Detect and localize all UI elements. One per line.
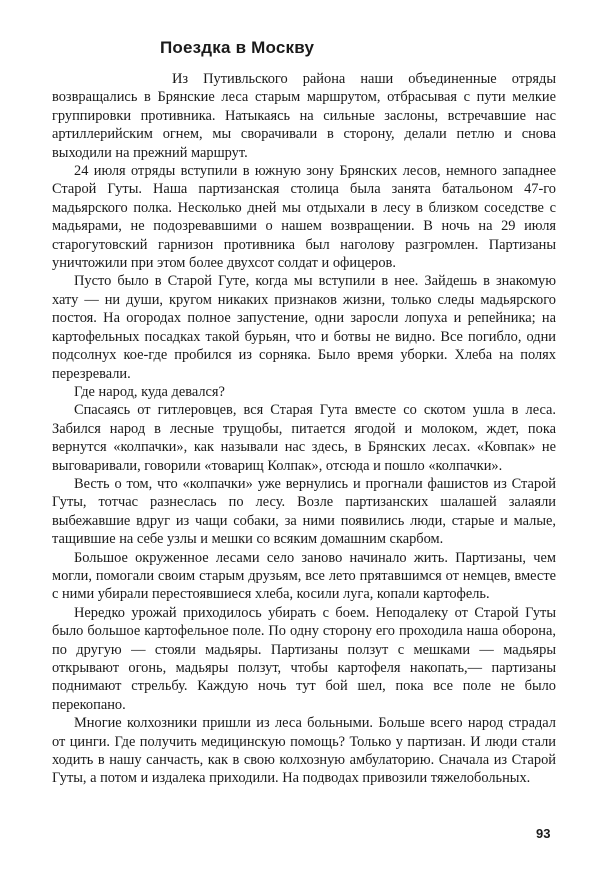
paragraph: Из Путивльского района наши объединенные отряды возвращались в Брянские леса старым маршрутом, отбрасывая с пути мелкие группировки противника. Натыкаясь на сильные заслоны, встречавшие нас артиллерийским огнем, мы сворачивали в сторону, делали петлю и снова выходили на прежний маршрут. (52, 71, 556, 161)
page-number: 93 (536, 826, 551, 841)
paragraph: Весть о том, что «колпачки» уже вернулись и прогнали фашистов из Старой Гуты, тотчас разнеслась по лесу. Возле партизанских шалашей залаяли выбежавшие вдруг из чащи собаки, за ними появились люди, старые и малые, тащившие на себе узлы и мешки со всяким домашним скарбом. (52, 475, 556, 548)
paragraph: Многие колхозники пришли из леса больными. Больше всего народ страдал от цинги. Где получить медицинскую помощь? Только у партизан. И люди стали ходить в нашу санчасть, как в свою колхозную амбулаторию. Сначала из Старой Гуты, а потом и издалека приходили. На подводах привозили тяжелобольных. (52, 715, 556, 787)
body-text (52, 70, 556, 788)
paragraph: Где народ, куда девался? (74, 383, 225, 400)
paragraph: Пусто было в Старой Гуте, когда мы вступили в нее. Зайдешь в знакомую хату — ни души, кругом никаких признаков жизни, только следы мадьярского постоя. На огородах полное запустение, одни заросли лопуха и репейника; на картофельных посадках такой бурьян, что и ботвы не видно. Все погибло, одни подсолнух кое-где пробился из сорняка. Было время уборки. Хлеба на полях перезревали. (52, 273, 556, 382)
chapter-title: Поездка в Москву (160, 38, 315, 57)
paragraph: Большое окруженное лесами село заново начинало жить. Партизаны, чем могли, помогали своим старым друзьям, все лето прятавшимся от немцев, вместе с ними убирали перестоявшиеся хлеба, косили луга, копали картофель. (52, 549, 556, 603)
paragraph: 24 июля отряды вступили в южную зону Брянских лесов, немного западнее Старой Гуты. Наша партизанская столица была занята батальоном 47-го мадьярского полка. Несколько дней мы отдыхали в лесу в близком соседстве с мадьярами, не подозревавшими о нашем возвращении. В ночь на 29 июля старогутовский гарнизон противника был наголову разгромлен. Партизаны уничтожили при этом более двухсот солдат и офицеров. (52, 163, 556, 272)
paragraph: Спасаясь от гитлеровцев, вся Старая Гута вместе со скотом ушла в леса. Забился народ в лесные трущобы, питается ягодой и молоком, ждет, пока вернутся «колпачки», как называли нас здесь, в Брянских лесах. «Ковпак» не выговаривали, говорили «товарищ Колпак», отсюда и пошло «колпачки». (52, 402, 556, 474)
paragraph: Нередко урожай приходилось убирать с боем. Неподалеку от Старой Гуты было большое картофельное поле. По одну сторону его проходила наша оборона, по другую — стояли мадьяры. Партизаны ползут с мешками — мадьяры открывают огонь, мадьяры ползут, чтобы картофеля накопать,— партизаны поднимают стрельбу. Каждую ночь тут бой шел, пока все поле не было перекопано. (52, 604, 556, 713)
